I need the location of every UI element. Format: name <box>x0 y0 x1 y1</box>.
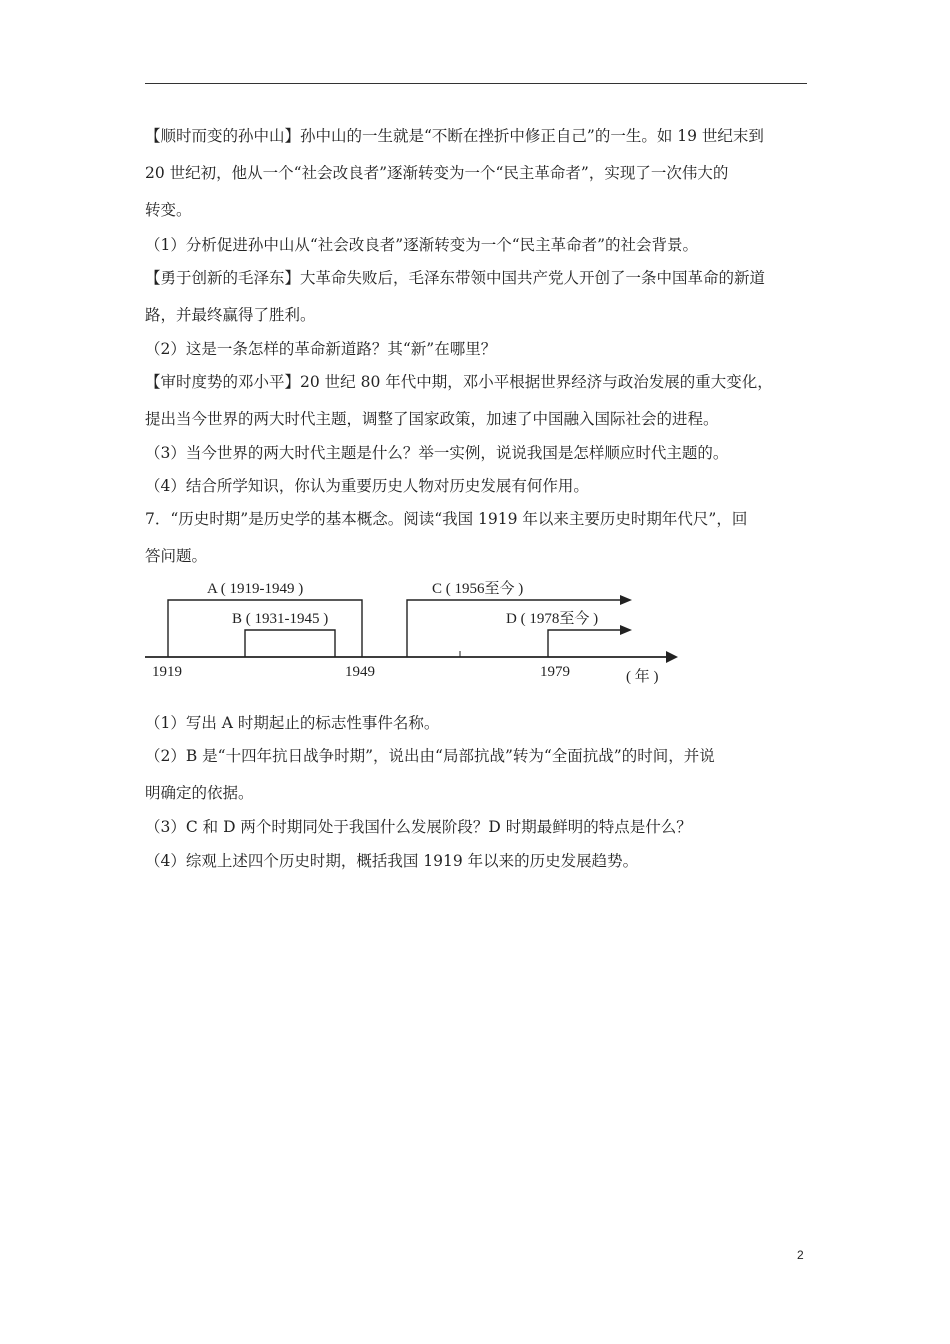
question-3: （3）当今世界的两大时代主题是什么？举一实例，说说我国是怎样顺应时代主题的。 <box>145 444 729 462</box>
question-7-4: （4）综观上述四个历史时期，概括我国 1919 年以来的历史发展趋势。 <box>145 852 639 870</box>
period-a-bracket <box>168 600 362 657</box>
tick-label-1949: 1949 <box>345 664 375 680</box>
paragraph-mao-line-1: 【勇于创新的毛泽东】大革命失败后，毛泽东带领中国共产党人开创了一条中国革命的新道 <box>145 269 766 287</box>
question-7-1: （1）写出 A 时期起止的标志性事件名称。 <box>145 714 440 732</box>
tick-label-1919: 1919 <box>152 664 182 680</box>
paragraph-sun-line-2: 20 世纪初，他从一个“社会改良者”逐渐转变为一个“民主革命者”，实现了一次伟大的 <box>145 164 729 182</box>
axis-arrowhead-icon <box>666 651 678 663</box>
paragraph-deng-line-1: 【审时度势的邓小平】20 世纪 80 年代中期，邓小平根据世界经济与政治发展的重大变化， <box>145 373 773 391</box>
paragraph-sun-line-1: 【顺时而变的孙中山】孙中山的一生就是“不断在挫折中修正自己”的一生。如 19 世纪末到 <box>145 127 764 145</box>
question-2: （2）这是一条怎样的革命新道路？其“新”在哪里？ <box>145 340 497 358</box>
page-number: 2 <box>797 1248 804 1262</box>
period-a-label: A ( 1919-1949 ) <box>207 581 304 597</box>
period-b-label: B ( 1931-1945 ) <box>232 611 329 627</box>
question-7-line-2: 答问题。 <box>145 547 208 565</box>
period-b-bracket <box>245 630 335 657</box>
period-d-label: D ( 1978至今 ) <box>506 611 599 627</box>
paragraph-deng-line-2: 提出当今世界的两大时代主题，调整了国家政策，加速了中国融入国际社会的进程。 <box>145 410 719 428</box>
question-7-3: （3）C 和 D 两个时期同处于我国什么发展阶段？D 时期最鲜明的特点是什么？ <box>145 818 692 836</box>
axis-unit-label: ( 年 ) <box>626 669 659 685</box>
paragraph-mao-line-2: 路，并最终赢得了胜利。 <box>145 306 316 324</box>
period-d-bracket <box>548 630 622 657</box>
paragraph-sun-line-3: 转变。 <box>145 201 192 219</box>
tick-label-1979: 1979 <box>540 664 570 680</box>
period-c-arrow-icon <box>620 595 632 605</box>
question-4: （4）结合所学知识，你认为重要历史人物对历史发展有何作用。 <box>145 477 589 495</box>
period-d-arrow-icon <box>620 625 632 635</box>
period-c-bracket <box>407 600 622 657</box>
question-7-2-line-1: （2）B 是“十四年抗日战争时期”，说出由“局部抗战”转为“全面抗战”的时间，并说 <box>145 747 715 765</box>
question-7-2-line-2: 明确定的依据。 <box>145 784 254 802</box>
question-7-line-1: 7．“历史时期”是历史学的基本概念。阅读“我国 1919 年以来主要历史时期年代尺”，回 <box>145 510 748 528</box>
period-c-label: C ( 1956至今 ) <box>432 581 524 597</box>
question-1: （1）分析促进孙中山从“社会改良者”逐渐转变为一个“民主革命者”的社会背景。 <box>145 236 699 254</box>
